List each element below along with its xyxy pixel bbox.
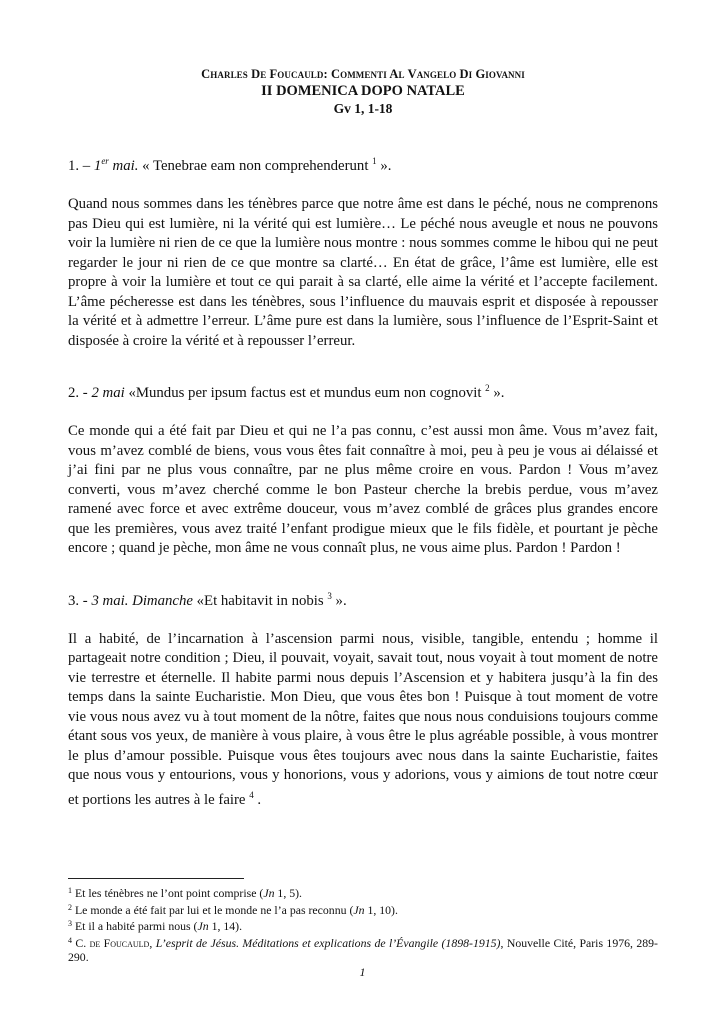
section-1-heading: 1. – 1er mai. « Tenebrae eam non comprehenderunt $^1$ ». (68, 156, 392, 174)
section-quote: «Mundus per ipsum factus est et mundus eum non cognovit (128, 385, 482, 401)
section-date: 2 mai (91, 385, 125, 401)
footnote-4: $^4$ C. de Foucauld, L’esprit de Jésus. Méditations et explications de l’Évangile (1898-1915), Nouvelle Cité, Paris 1976, 289-290. (68, 935, 658, 964)
section-number: 1. – (68, 158, 91, 174)
section-quote: « Tenebrae eam non comprehenderunt (142, 158, 369, 174)
footnote-divider (68, 878, 244, 879)
section-1-paragraph: Quand nous sommes dans les ténèbres parce que notre âme est dans le péché, nous ne comprenons pas Dieu qui est lumière, ni la vérité qui est lumière… Le péché nous aveugle et nous ne pouvons voir la lumière ni rien de ce que la lumière nous montre : nous sommes comme le hibou qui ne peut regarder le jour ni rien de ce que montre sa clarté… En état de grâce, l’âme est lumière, elle est propre à voir la lumière et tout ce qui parait à sa clarté, elle aime la vérité et l’accepte facilement. L’âme pécheresse est dans les ténèbres, sous l’influence du mauvais esprit et disposée à repousser la vérité et à admettre l’erreur. L’âme pure est dans la lumière, sous l’influence de l’Esprit-Saint et disposée à croire la vérité et à repousser l’erreur. (68, 196, 658, 349)
header-reference: Gv 1, 1-18 (333, 101, 393, 116)
footnote-ref: 4 (249, 789, 254, 800)
document-header (68, 66, 658, 117)
footnote-2: $^2$ Le monde a été fait par lui et le monde ne l’a pas reconnu (Jn 1, 10). (68, 902, 398, 917)
header-sunday: II DOMENICA DOPO NATALE (261, 83, 465, 99)
footnote-3: $^3$ Et il a habité parmi nous (Jn 1, 14). (68, 919, 243, 933)
section-quote: «Et habitavit in nobis (196, 592, 324, 609)
footnote-ref: 2 (485, 383, 490, 393)
section-2-paragraph: Ce monde qui a été fait par Dieu et qui ne l’a pas connu, c’est aussi mon âme. Vous m’avez fait, vous m’avez comblé de biens, vous vous êtes fait connaître à moi, peu à peu je vous ai délaissé et j’ai fini par ne plus vous connaître, par ne plus même croire en vous. Pardon ! Vous m’avez converti, vous m’avez cherché comme le bon Pasteur cherche la brebis perdue, vous m’avez ramené avec force et avec extrême douceur, vous m’avez comblé de grâces plus grandes encore que les premières, vous avez traité l’enfant prodigue mieux que le fils fidèle, et pourtant je pèche encore ; quand je pèche, mon âme ne vous connaît plus, ne vous aime plus. Pardon ! Pardon ! (68, 423, 658, 556)
header-author-title: Charles De Foucauld: Commenti Al Vangelo Di Giovanni (201, 67, 525, 81)
footnote-1: $^1$ Et les ténèbres ne l’ont point comprise (Jn 1, 5). (68, 886, 302, 900)
footnote-ref: 1 (372, 156, 377, 166)
page-number: 1 (359, 965, 366, 979)
section-date: 3 mai. Dimanche (91, 592, 193, 609)
section-number: 3. - (68, 592, 88, 609)
section-number: 2. - (68, 385, 88, 401)
section-3-heading: 3. - 3 mai. Dimanche «Et habitavit in nobis $^3$ ». (68, 590, 347, 609)
footnotes (68, 878, 658, 965)
section-3-paragraph: Il a habité, de l’incarnation à l’ascension parmi nous, visible, tangible, entendu ; homme il partageait notre condition ; Dieu, il pouvait, voyait, savait tout, nous voyait à tout moment de notre vie terrestre et éternelle. Il habite parmi nous depuis l’Ascension et y habitera jusqu’à la fin des temps dans la sainte Eucharistie. Mon Dieu, que vous êtes bon ! Puisque à tout moment de votre vie vous nous avez vu à tout moment de la nôtre, faites que nous nous conduisions toujours comme étant sous vos yeux, de manière à vous plaire, à vous être le plus agréable possible, à vous montrer le plus d’amour possible. Puisque vous êtes toujours avec nous dans la sainte Eucharistie, faites que nous vous y entourions, vous y honorions, vous y adorions, vous y aimions de tout notre cœur et portions les autres à le faire $^4$ . (68, 630, 658, 808)
section-date: 1er mai. (93, 156, 139, 174)
section-2-heading: 2. - 2 mai «Mundus per ipsum factus est et mundus eum non cognovit $^2$ ». (68, 383, 505, 401)
document-page (68, 66, 658, 810)
footnote-ref: 3 (327, 590, 332, 601)
